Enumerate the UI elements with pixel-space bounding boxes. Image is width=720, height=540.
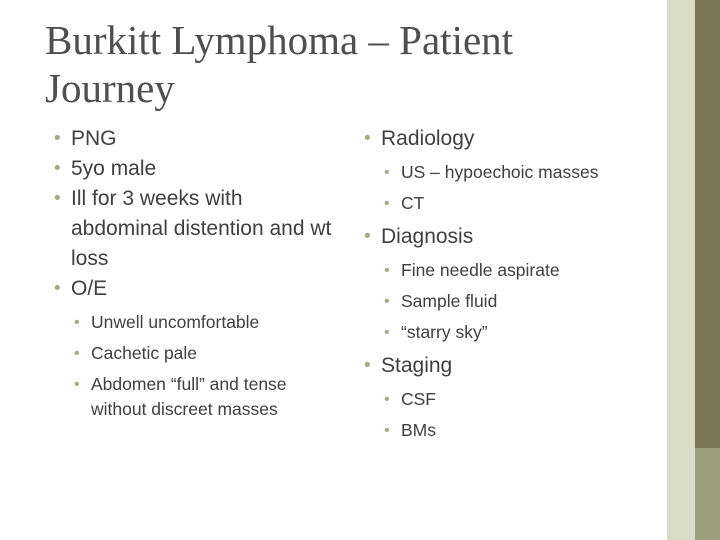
right-bullet-list (364, 124, 664, 443)
bullet-staging: • Staging (364, 351, 664, 381)
diagnosis-sublist (364, 258, 664, 345)
staging-sublist (364, 387, 664, 443)
sub-bullet-fna: • Fine needle aspirate (384, 258, 664, 283)
exam-sublist-wrapper (54, 310, 334, 422)
sub-bullet-starry-sky: • “starry sky” (384, 320, 664, 345)
bullet-exam (54, 274, 334, 304)
sub-bullet-sample-fluid: • Sample fluid (384, 289, 664, 314)
sub-bullet-ct: • CT (384, 191, 664, 216)
staging-sublist-wrapper (364, 387, 664, 443)
bullet-radiology: • Radiology (364, 124, 664, 154)
sub-bullet-us: • US – hypoechoic masses (384, 160, 664, 185)
bullet-exam-label: O/E (71, 277, 108, 300)
slide-title: Burkitt Lymphoma – Patient Journey (45, 17, 514, 111)
radiology-sublist-wrapper (364, 160, 664, 216)
right-column (364, 124, 664, 449)
bullet-png: • PNG (54, 124, 334, 154)
sub-bullet-csf: • CSF (384, 387, 664, 412)
decorative-strip-light (667, 0, 695, 540)
sub-bullet-abdomen: • Abdomen “full” and tense without discreet masses (74, 372, 334, 422)
bullet-age-sex: • 5yo male (54, 154, 334, 184)
bullet-diagnosis: • Diagnosis (364, 222, 664, 252)
left-column (54, 124, 334, 428)
sub-bullet-unwell: • Unwell uncomfortable (74, 310, 334, 335)
sub-bullet-cachetic: • Cachetic pale (74, 341, 334, 366)
decorative-strip-accent (695, 448, 720, 540)
left-bullet-list (54, 124, 334, 422)
radiology-sublist (364, 160, 664, 216)
exam-sublist (54, 310, 334, 422)
bullet-history: • Ill for 3 weeks with abdominal distention and wt loss (54, 184, 334, 274)
sub-bullet-bms: • BMs (384, 418, 664, 443)
diagnosis-sublist-wrapper (364, 258, 664, 345)
